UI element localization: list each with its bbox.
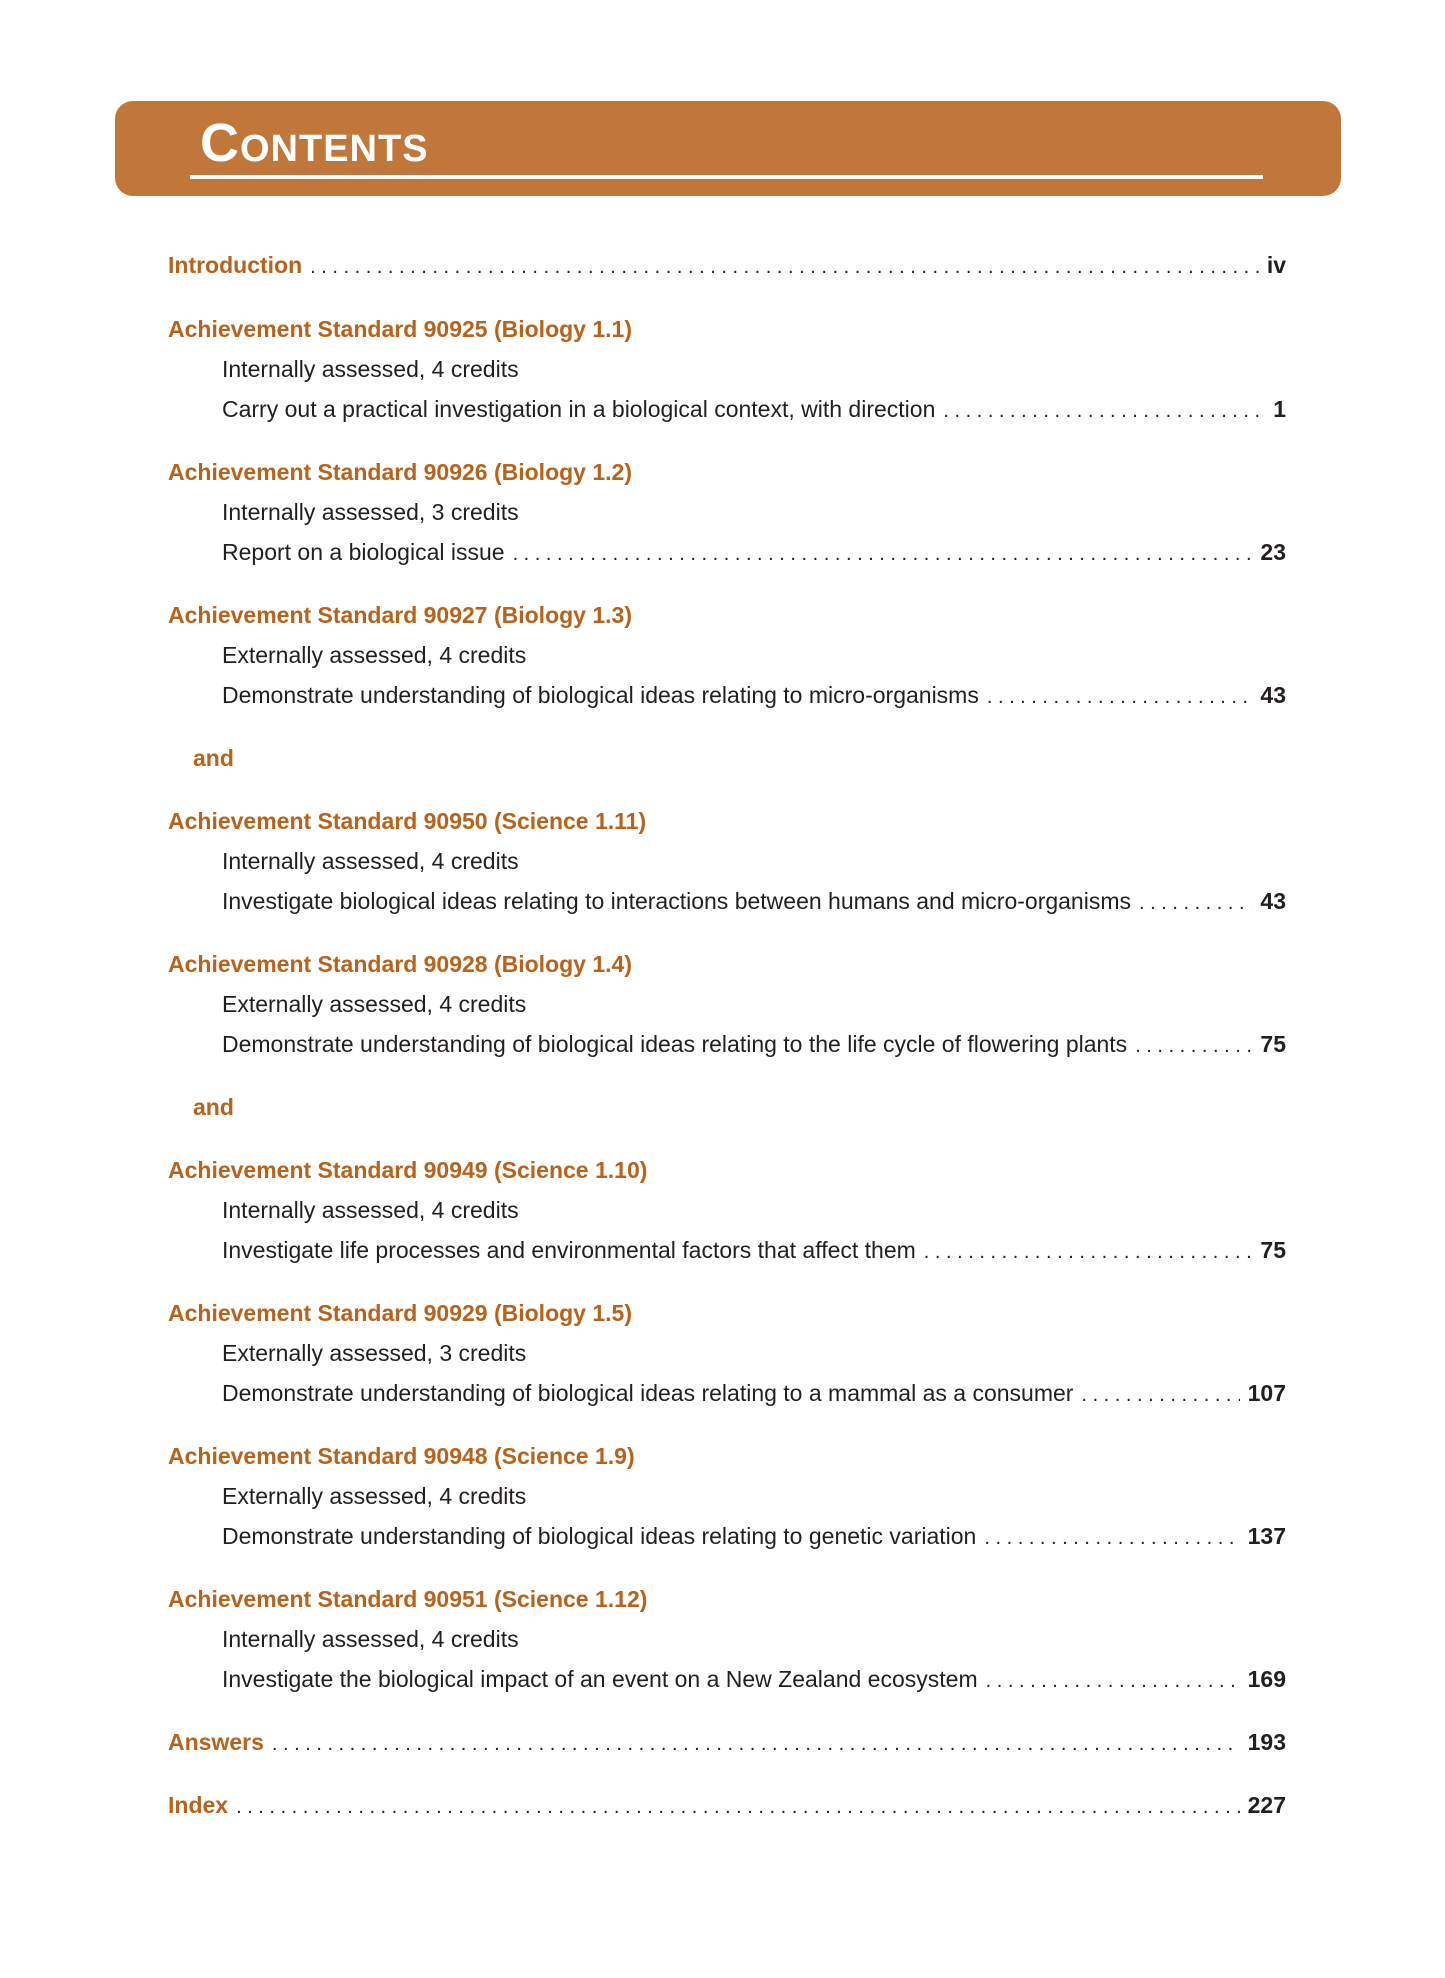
dot-leader [1081,1375,1239,1415]
assessment-note [222,635,1286,675]
toc-title: Demonstrate understanding of biological ideas relating to a mammal as a consumer [222,1380,1074,1406]
page-number: 43 [1260,888,1286,914]
page-number: 75 [1260,1237,1286,1263]
page-number: 1 [1273,396,1286,422]
toc-title: Demonstrate understanding of biological ideas relating to the life cycle of flowering plants [222,1031,1128,1057]
toc-label: Index [168,1792,229,1818]
toc-title: Investigate life processes and environmental factors that affect them [222,1237,916,1263]
toc-entry[interactable] [222,1230,1286,1270]
toc-entry-introduction[interactable] [168,245,1286,285]
dot-leader [986,1661,1240,1701]
toc-label: Answers [168,1729,264,1755]
section-heading [168,452,1286,492]
and-connector: and [193,1094,234,1120]
dot-leader [272,1724,1240,1764]
assessment-note [222,1619,1286,1659]
section-heading-text: Achievement Standard 90951 (Science 1.12) [168,1586,648,1612]
toc-entry[interactable] [222,675,1286,715]
section-heading [168,1293,1286,1333]
section-heading-text: Achievement Standard 90927 (Biology 1.3) [168,602,632,628]
toc-title: Demonstrate understanding of biological ideas relating to micro-organisms [222,682,979,708]
toc-entry[interactable] [222,1373,1286,1413]
toc-entry[interactable] [222,1024,1286,1064]
section-heading-text: Achievement Standard 90948 (Science 1.9) [168,1443,635,1469]
toc-title: Demonstrate understanding of biological ideas relating to genetic variation [222,1523,977,1549]
assessment-note [222,984,1286,1024]
section-heading [168,595,1286,635]
section-heading-text: Achievement Standard 90949 (Science 1.10) [168,1157,648,1183]
page-number: 227 [1247,1792,1286,1818]
dot-leader [310,247,1259,287]
section-heading-text: Achievement Standard 90950 (Science 1.11) [168,808,647,834]
page-number: 23 [1260,539,1286,565]
dot-leader [984,1518,1239,1558]
assessment-text: Internally assessed, 4 credits [222,848,519,874]
toc-entry-index[interactable] [168,1785,1286,1825]
assessment-note [222,1190,1286,1230]
assessment-note [222,1333,1286,1373]
assessment-text: Externally assessed, 4 credits [222,642,527,668]
assessment-text: Internally assessed, 4 credits [222,356,519,382]
toc-entry[interactable] [222,1516,1286,1556]
assessment-text: Externally assessed, 3 credits [222,1340,527,1366]
section-heading-text: Achievement Standard 90929 (Biology 1.5) [168,1300,632,1326]
page-number: 193 [1247,1729,1286,1755]
assessment-text: Externally assessed, 4 credits [222,991,527,1017]
dot-leader [1139,883,1252,923]
section-heading-text: Achievement Standard 90925 (Biology 1.1) [168,316,632,342]
section-heading [168,801,1286,841]
title-underline [190,175,1263,179]
page-number: 137 [1247,1523,1286,1549]
page-number: 107 [1247,1380,1286,1406]
section-heading [168,1579,1286,1619]
assessment-text: Internally assessed, 4 credits [222,1197,519,1223]
section-heading-text: Achievement Standard 90928 (Biology 1.4) [168,951,632,977]
section-heading [168,944,1286,984]
assessment-note [222,492,1286,532]
assessment-text: Internally assessed, 3 credits [222,499,519,525]
page-number: 75 [1260,1031,1286,1057]
section-heading [168,309,1286,349]
toc-label: Introduction [168,252,303,278]
dot-leader [924,1232,1253,1272]
assessment-note [222,1476,1286,1516]
page-number: 43 [1260,682,1286,708]
and-connector: and [193,745,234,771]
page-number: iv [1266,252,1286,278]
toc-entry[interactable] [222,881,1286,921]
dot-leader [1135,1026,1252,1066]
toc-title: Carry out a practical investigation in a biological context, with direction [222,396,936,422]
section-heading-text: Achievement Standard 90926 (Biology 1.2) [168,459,632,485]
toc-entry[interactable] [222,389,1286,429]
toc-entry[interactable] [222,1659,1286,1699]
section-heading [168,1150,1286,1190]
toc-title: Investigate biological ideas relating to interactions between humans and micro-organisms [222,888,1131,914]
page-number: 169 [1247,1666,1286,1692]
toc-entry-answers[interactable] [168,1722,1286,1762]
section-heading [168,1436,1286,1476]
dot-leader [236,1787,1240,1827]
page-title: Contents [200,113,429,173]
dot-leader [513,534,1253,574]
assessment-note [222,349,1286,389]
dot-leader [943,391,1265,431]
toc-entry[interactable] [222,532,1286,572]
toc-title: Report on a biological issue [222,539,505,565]
assessment-text: Internally assessed, 4 credits [222,1626,519,1652]
assessment-text: Externally assessed, 4 credits [222,1483,527,1509]
dot-leader [987,677,1253,717]
toc-title: Investigate the biological impact of an event on a New Zealand ecosystem [222,1666,978,1692]
assessment-note [222,841,1286,881]
